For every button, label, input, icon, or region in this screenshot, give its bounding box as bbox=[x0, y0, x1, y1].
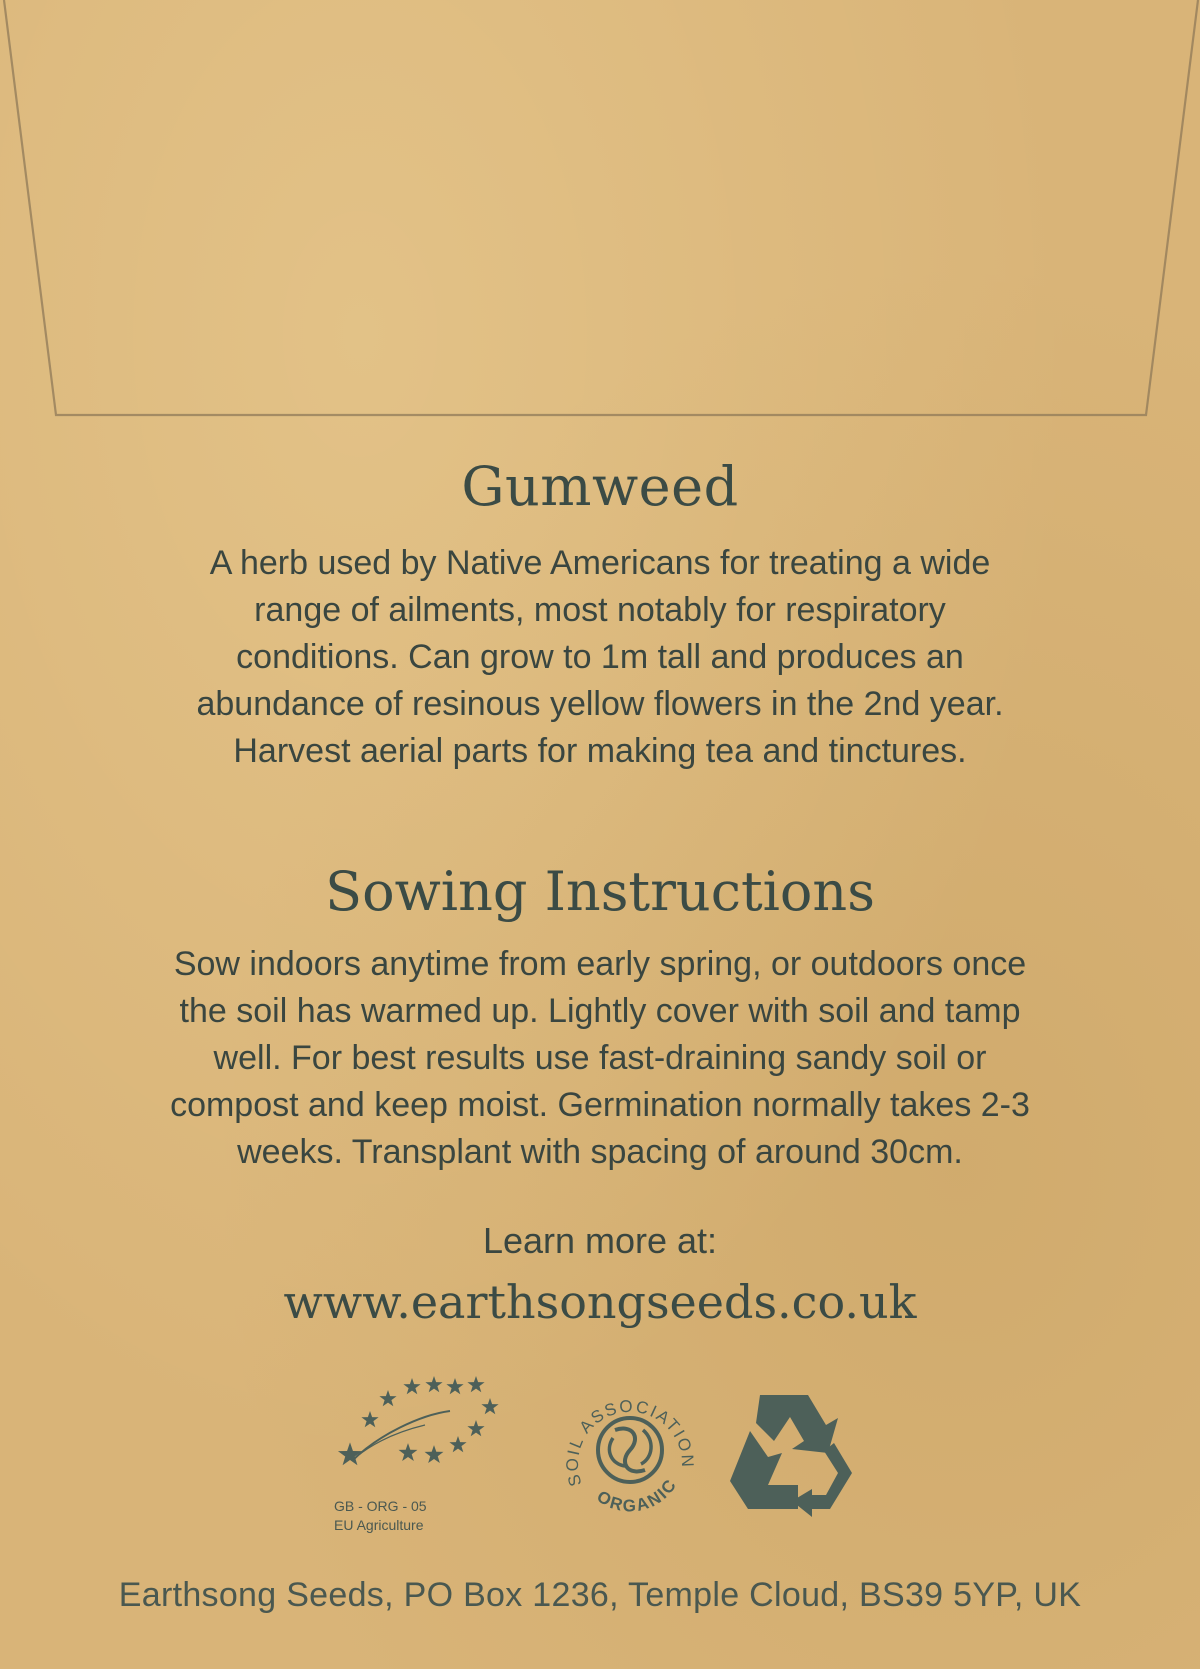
soil-association-organic-text: ORGANIC bbox=[593, 1474, 681, 1516]
eu-agriculture-line: EU Agriculture bbox=[334, 1517, 424, 1533]
description-line: Harvest aerial parts for making tea and tinctures. bbox=[233, 732, 967, 770]
soil-association-ring-text: SOIL ASSOCIATION bbox=[562, 1396, 698, 1489]
recycle-icon bbox=[728, 1385, 868, 1517]
description-line: A herb used by Native Americans for treating a wide bbox=[209, 544, 991, 582]
sowing-line: Sow indoors anytime from early spring, or outdoors once bbox=[173, 945, 1027, 983]
company-address: Earthsong Seeds, PO Box 1236, Temple Cloud, BS39 5YP, UK bbox=[118, 1576, 1082, 1614]
sowing-line: compost and keep moist. Germination normally takes 2-3 bbox=[170, 1086, 1030, 1124]
learn-more-label: Learn more at: bbox=[482, 1220, 718, 1261]
product-title: Gumweed bbox=[461, 455, 739, 518]
website-link[interactable]: www.earthsongseeds.co.uk bbox=[283, 1275, 917, 1329]
description-line: abundance of resinous yellow flowers in the 2nd year. bbox=[196, 685, 1004, 723]
sowing-line: well. For best results use fast-draining sandy soil or bbox=[213, 1039, 987, 1077]
envelope-flap bbox=[0, 0, 1200, 420]
sowing-instructions-text bbox=[0, 941, 1200, 1176]
product-description bbox=[0, 540, 1200, 775]
soil-association-organic-icon bbox=[555, 1378, 705, 1528]
sowing-line: weeks. Transplant with spacing of around 30cm. bbox=[237, 1133, 963, 1171]
svg-text:SOIL ASSOCIATION bbox=[563, 1397, 697, 1489]
eu-organic-code bbox=[334, 1497, 427, 1535]
sowing-instructions-heading: Sowing Instructions bbox=[325, 860, 875, 923]
description-line: conditions. Can grow to 1m tall and produces an bbox=[236, 638, 964, 676]
sowing-line: the soil has warmed up. Lightly cover with soil and tamp bbox=[179, 992, 1021, 1030]
eu-code-line: GB - ORG - 05 bbox=[334, 1498, 427, 1514]
description-line: range of ailments, most notably for respiratory bbox=[254, 591, 946, 629]
